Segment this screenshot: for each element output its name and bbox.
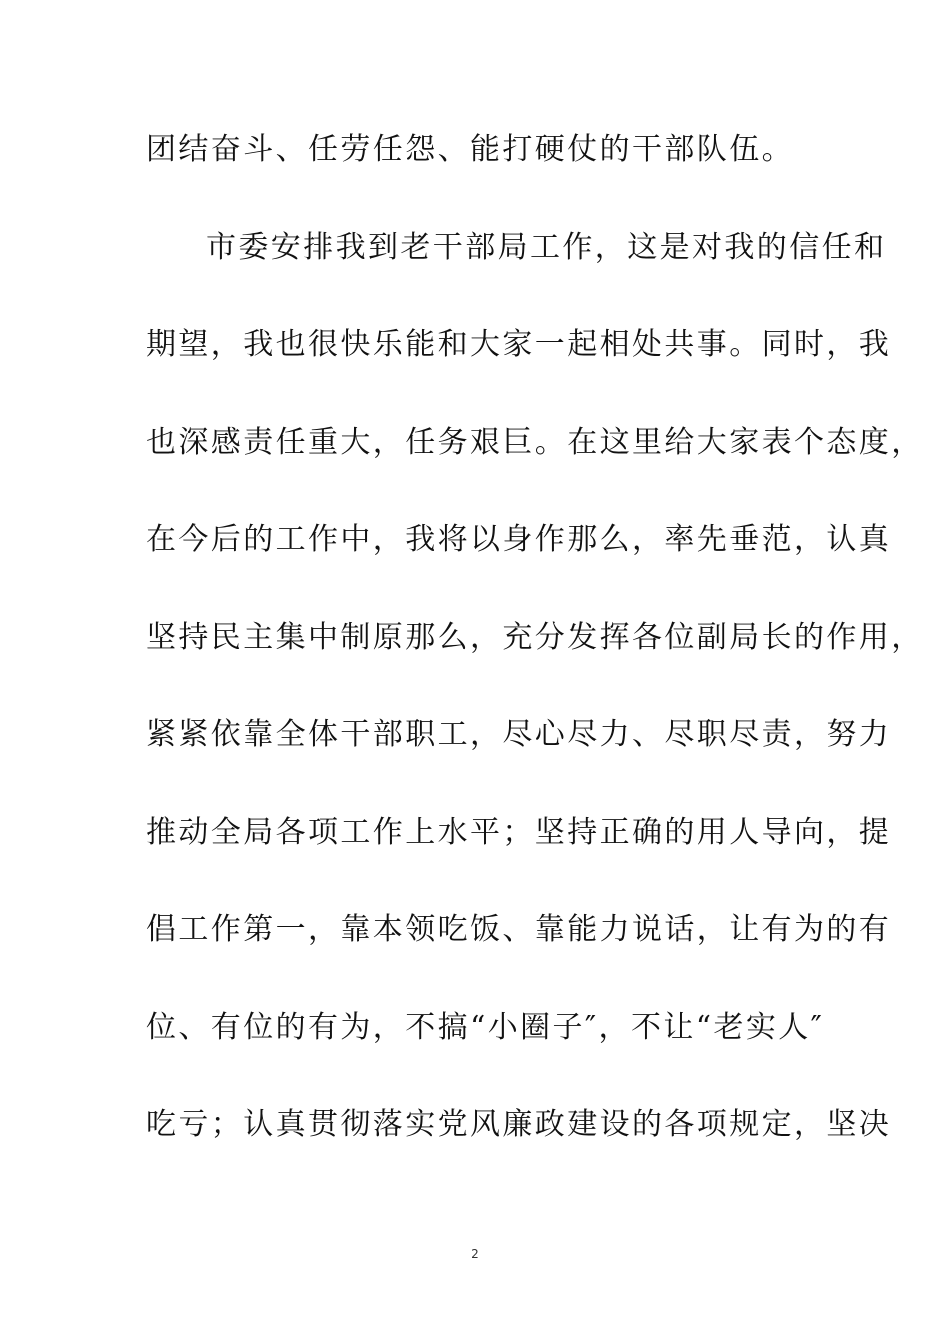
text-line: 紧紧依靠全体干部职工，尽心尽力、尽职尽责，努力	[146, 717, 892, 752]
text-line-paragraph-start: 市委安排我到老干部局工作，这是对我的信任和	[206, 229, 887, 265]
text-line: 在今后的工作中，我将以身作那么，率先垂范，认真	[146, 522, 892, 557]
page-number: 2	[471, 1247, 479, 1261]
text-line: 坚持民主集中制原那么，充分发挥各位副局长的作用，	[146, 619, 924, 655]
text-line: 期望，我也很快乐能和大家一起相处共事。同时，我	[146, 327, 892, 362]
body-text	[146, 125, 924, 1198]
text-line: 吃亏；认真贯彻落实党风廉政建设的各项规定，坚决	[146, 1107, 892, 1142]
text-line: 倡工作第一，靠本领吃饭、靠能力说话，让有为的有	[146, 912, 892, 947]
text-line: 也深感责任重大，任务艰巨。在这里给大家表个态度，	[146, 424, 924, 460]
text-line: 位、有位的有为，不搞“小圈子″，不让“老实人″	[146, 1009, 825, 1045]
text-line: 团结奋斗、任劳任怨、能打硬仗的干部队伍。	[146, 132, 794, 167]
text-line: 推动全局各项工作上水平；坚持正确的用人导向，提	[146, 814, 892, 850]
